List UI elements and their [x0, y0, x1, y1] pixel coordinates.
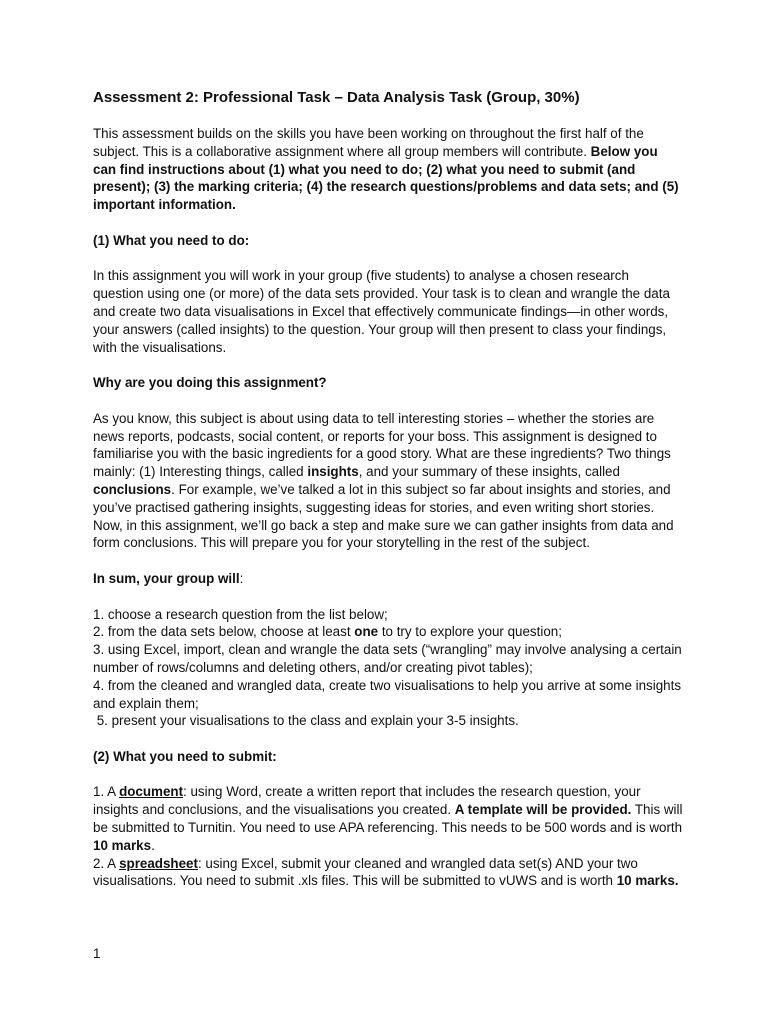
submit-item-2-text: : using Excel, submit your cleaned and wrangled data set(s) AND your two visualisations. You need to submit .xls files. This will be submitted to vUWS and is worth [93, 855, 638, 889]
section-1-heading [93, 232, 683, 250]
intro-bold-text: Below you can find instructions about (1) what you need to do; (2) what you need to submit (and present); (3) the marking criteria; (4) the research questions/problems and data sets; and (5) important information. [93, 143, 679, 213]
section-1-paragraph: In this assignment you will work in your group (five students) to analyse a chosen research question using one (or more) of the data sets provided. Your task is to clean and wrangle the data and create two data visualisations in Excel that effectively communicate findings—in other words, your answers (called insights) to the question. Your group will then present to class your findings, with the visualisations. [93, 268, 670, 355]
sum-item-2 [93, 623, 683, 641]
sum-item-1: 1. choose a research question from the list below; [93, 606, 388, 622]
conclusions-word: conclusions [93, 481, 172, 497]
sum-item-2-text: 2. from the data sets below, choose at least [93, 624, 355, 640]
why-text-2: , and your summary of these insights, called [358, 464, 620, 480]
sum-item-4: 4. from the cleaned and wrangled data, create two visualisations to help you arrive at some insights and explain them; [93, 677, 682, 711]
sum-item-5: 5. present your visualisations to the class and explain your 3-5 insights. [93, 713, 519, 729]
submit-item-1 [93, 783, 683, 854]
submit-item-1-end: . [151, 837, 155, 853]
submit-item-2-marks: 10 marks. [616, 873, 679, 889]
why-heading [93, 374, 683, 392]
sum-heading-colon: : [239, 570, 244, 586]
submit-item-1-prefix: 1. A [93, 784, 120, 800]
why-paragraph [93, 410, 683, 552]
sum-heading [93, 570, 683, 588]
submit-item-1-marks: 10 marks [93, 837, 152, 853]
sum-item-3: 3. using Excel, import, clean and wrangle the data sets (“wrangling” may involve analysing a certain number of rows/columns and deleting others, and/or creating pivot tables); [93, 642, 682, 675]
document-link [119, 784, 183, 799]
intro-text: This assessment builds on the skills you have been working on throughout the first half of the subject. This is a collaborative assignment where all group members will contribute. [93, 126, 644, 159]
section-2-heading-text: (2) What you need to submit: [93, 748, 277, 764]
template-note: A template will be provided. [454, 802, 632, 818]
why-text-1: As you know, this subject is about using data to tell interesting stories – whether the stories are news reports, podcasts, social content, or reports for your boss. This assignment is designed to familiarise you with the basic ingredients for a good story. What are these ingredients? Two things mainly: (1) Interesting things, called [93, 410, 671, 480]
document-page [93, 88, 683, 890]
submit-item-2-prefix: 2. A [93, 855, 120, 871]
spreadsheet-link-text: spreadsheet [119, 855, 198, 871]
sum-list [93, 606, 683, 731]
intro-paragraph [93, 125, 683, 214]
page-number: 1 [93, 946, 101, 961]
why-text-3: . For example, we’ve talked a lot in this subject so far about insights and stories, and you’ve practised gathering insights, suggesting ideas for stories, and even writing short stories. Now, in this assignment, we’ll go back a step and make sure we can gather insights from data and form conclusions. This will prepare you for your storytelling in the rest of the subject. [93, 481, 674, 551]
why-heading-text: Why are you doing this assignment? [93, 375, 327, 391]
spreadsheet-link [119, 856, 198, 871]
page-title: Assessment 2: Professional Task – Data Analysis Task (Group, 30%) [93, 89, 580, 106]
document-link-text: document [119, 784, 184, 800]
submit-item-1-text: : using Word, create a written report that includes the research question, your insights and conclusions, and the visualisations you created. [93, 784, 641, 818]
submit-item-2 [93, 855, 683, 891]
sum-item-2-rest: to try to explore your question; [378, 624, 562, 640]
sum-heading-text: In sum, your group will [93, 570, 240, 586]
section-1-heading-text: (1) What you need to do: [93, 232, 250, 248]
submit-item-1-text-2: This will be submitted to Turnitin. You need to use APA referencing. This needs to be 500 words and is worth [93, 802, 683, 836]
insights-word: insights [307, 464, 359, 480]
sum-item-2-bold: one [354, 624, 379, 640]
section-2-heading [93, 748, 683, 766]
